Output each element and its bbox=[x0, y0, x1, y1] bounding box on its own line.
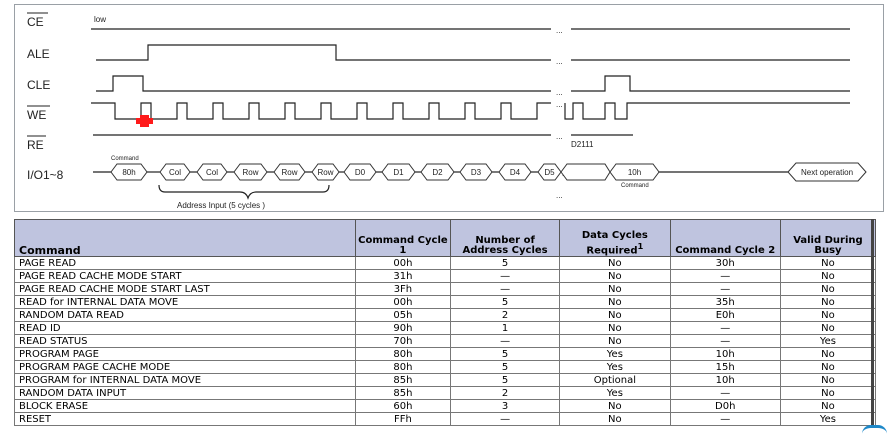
we-wave bbox=[91, 103, 551, 119]
cell-cycle1: 80h bbox=[355, 348, 450, 361]
cell-data-cycles: Optional bbox=[560, 374, 670, 387]
address-input-label: Address Input (5 cycles ) bbox=[177, 201, 266, 210]
signal-re-label: RE bbox=[27, 138, 44, 152]
io-cell-label-col-1: Col bbox=[168, 168, 182, 177]
we-wave-cont bbox=[565, 103, 850, 119]
cell-data-cycles: No bbox=[560, 322, 670, 335]
cell-valid-busy: No bbox=[780, 309, 875, 322]
table-row bbox=[15, 348, 876, 361]
cell-cycle2: E0h bbox=[670, 309, 780, 322]
table-row bbox=[15, 335, 876, 348]
cell-cycle2: D0h bbox=[670, 400, 780, 413]
cell-data-cycles: No bbox=[560, 296, 670, 309]
io-cell-label-cmd-10h: 10h bbox=[627, 168, 642, 177]
col-header-data-cycles bbox=[560, 220, 670, 257]
cell-command: RESET bbox=[15, 413, 356, 426]
table-row bbox=[15, 296, 876, 309]
cell-valid-busy: No bbox=[780, 400, 875, 413]
cell-valid-busy: No bbox=[780, 361, 875, 374]
io-cell-label-row-3: Row bbox=[317, 168, 334, 177]
next-operation-label: Next operation bbox=[800, 168, 854, 177]
cell-address-cycles: — bbox=[450, 335, 559, 348]
cell-cycle2: — bbox=[670, 413, 780, 426]
signal-cle-label: CLE bbox=[27, 78, 51, 92]
cell-cycle1: 90h bbox=[355, 322, 450, 335]
io-cell-label-cmd-80h: 80h bbox=[122, 168, 136, 177]
col-header-command: Command bbox=[15, 220, 356, 257]
cell-cycle2: — bbox=[670, 335, 780, 348]
data-cycles-text: Data Cycles Required bbox=[581, 229, 648, 256]
cell-cycle2: 15h bbox=[670, 361, 780, 374]
ellipsis-we: ... bbox=[556, 100, 563, 109]
cell-address-cycles: 1 bbox=[450, 322, 559, 335]
table-row bbox=[15, 374, 876, 387]
cell-cycle2: 30h bbox=[670, 257, 780, 270]
table-row bbox=[15, 257, 876, 270]
cell-command: PROGRAM PAGE bbox=[15, 348, 356, 361]
io-cell-label-row-1: Row bbox=[242, 168, 259, 177]
cell-cycle2: — bbox=[670, 387, 780, 400]
cell-command: READ STATUS bbox=[15, 335, 356, 348]
cell-cycle1: 00h bbox=[355, 296, 450, 309]
cell-valid-busy: No bbox=[780, 296, 875, 309]
mouse-cursor-marker-h bbox=[136, 118, 153, 124]
cell-cycle2: — bbox=[670, 322, 780, 335]
cell-data-cycles: Yes bbox=[560, 361, 670, 374]
col-header-cycle1: Command Cycle 1 bbox=[355, 220, 450, 257]
col-header-address-cycles: Number of Address Cycles bbox=[450, 220, 559, 257]
ellipsis-ce: ... bbox=[556, 26, 563, 35]
cell-data-cycles: No bbox=[560, 270, 670, 283]
cell-command: PROGRAM PAGE CACHE MODE bbox=[15, 361, 356, 374]
cell-address-cycles: 2 bbox=[450, 387, 559, 400]
cell-address-cycles: — bbox=[450, 270, 559, 283]
ellipsis-cle: ... bbox=[556, 88, 563, 97]
cell-address-cycles: 5 bbox=[450, 348, 559, 361]
cell-cycle2: — bbox=[670, 270, 780, 283]
cell-valid-busy: No bbox=[780, 270, 875, 283]
cell-cycle2: 10h bbox=[670, 348, 780, 361]
cell-valid-busy: Yes bbox=[780, 335, 875, 348]
io-cell-label-d5: D5 bbox=[544, 168, 555, 177]
io-cell-label-d0: D0 bbox=[354, 168, 366, 177]
io-cell-label-d2: D2 bbox=[432, 168, 443, 177]
footnote-marker: 1 bbox=[637, 240, 644, 251]
cell-data-cycles: No bbox=[560, 400, 670, 413]
cell-command: PROGRAM for INTERNAL DATA MOVE bbox=[15, 374, 356, 387]
cell-data-cycles: No bbox=[560, 257, 670, 270]
table-row bbox=[15, 322, 876, 335]
io-cmd-bottom-label: Command bbox=[621, 183, 649, 189]
cell-address-cycles: 5 bbox=[450, 296, 559, 309]
cell-address-cycles: — bbox=[450, 413, 559, 426]
cell-cycle2: 35h bbox=[670, 296, 780, 309]
table-row bbox=[15, 361, 876, 374]
table-right-border bbox=[871, 219, 874, 427]
cle-wave-cont bbox=[571, 76, 850, 91]
cell-valid-busy: No bbox=[780, 257, 875, 270]
cell-address-cycles: 5 bbox=[450, 257, 559, 270]
cell-valid-busy: No bbox=[780, 387, 875, 400]
ce-low-text: low bbox=[94, 15, 107, 24]
command-table bbox=[14, 219, 876, 426]
cell-valid-busy: Yes bbox=[780, 413, 875, 426]
ale-wave bbox=[96, 45, 551, 60]
io-bus-cells bbox=[111, 164, 659, 180]
io-cell-label-d4: D4 bbox=[509, 168, 521, 177]
corner-accent bbox=[862, 425, 887, 434]
cell-address-cycles: 5 bbox=[450, 361, 559, 374]
cell-data-cycles: Yes bbox=[560, 348, 670, 361]
io-cell-label-row-2: Row bbox=[281, 168, 298, 177]
cell-command: RANDOM DATA READ bbox=[15, 309, 356, 322]
cell-data-cycles: No bbox=[560, 413, 670, 426]
cell-address-cycles: 2 bbox=[450, 309, 559, 322]
ellipsis-re: ... bbox=[556, 132, 563, 141]
table-body bbox=[15, 257, 876, 426]
cell-command: PAGE READ CACHE MODE START LAST bbox=[15, 283, 356, 296]
ellipsis-ale: ... bbox=[556, 57, 563, 66]
col-header-valid-busy: Valid During Busy bbox=[780, 220, 875, 257]
cell-data-cycles: Yes bbox=[560, 387, 670, 400]
cell-cycle1: 00h bbox=[355, 257, 450, 270]
io-cell-label-col-2: Col bbox=[205, 168, 219, 177]
cell-command: BLOCK ERASE bbox=[15, 400, 356, 413]
table-row bbox=[15, 309, 876, 322]
cell-valid-busy: No bbox=[780, 322, 875, 335]
io-cmd-top-label: Command bbox=[111, 156, 139, 162]
timing-svg bbox=[15, 5, 883, 211]
cell-cycle1: 60h bbox=[355, 400, 450, 413]
cell-data-cycles: No bbox=[560, 335, 670, 348]
signal-we-label: WE bbox=[27, 108, 47, 122]
cell-address-cycles: 3 bbox=[450, 400, 559, 413]
cell-command: READ ID bbox=[15, 322, 356, 335]
io-cell-label-d1: D1 bbox=[393, 168, 404, 177]
table-row bbox=[15, 283, 876, 296]
cell-cycle1: 05h bbox=[355, 309, 450, 322]
io-cell-gap bbox=[561, 164, 610, 180]
cell-data-cycles: No bbox=[560, 283, 670, 296]
cell-cycle1: 80h bbox=[355, 361, 450, 374]
io-cell-label-d3: D3 bbox=[470, 168, 482, 177]
cell-cycle2: 10h bbox=[670, 374, 780, 387]
cell-address-cycles: — bbox=[450, 283, 559, 296]
cell-valid-busy: No bbox=[780, 374, 875, 387]
table-row bbox=[15, 387, 876, 400]
table-row bbox=[15, 400, 876, 413]
col-header-cycle2: Command Cycle 2 bbox=[670, 220, 780, 257]
cell-address-cycles: 5 bbox=[450, 374, 559, 387]
cell-cycle1: 85h bbox=[355, 374, 450, 387]
cell-command: PAGE READ CACHE MODE START bbox=[15, 270, 356, 283]
signal-ale-label: ALE bbox=[27, 47, 50, 61]
signal-io-label: I/O1~8 bbox=[27, 168, 64, 182]
cell-cycle1: 3Fh bbox=[355, 283, 450, 296]
cell-command: READ for INTERNAL DATA MOVE bbox=[15, 296, 356, 309]
cell-valid-busy: No bbox=[780, 348, 875, 361]
cell-data-cycles: No bbox=[560, 309, 670, 322]
cell-cycle1: 70h bbox=[355, 335, 450, 348]
re-part-label: D2111 bbox=[571, 140, 594, 149]
cell-cycle1: 85h bbox=[355, 387, 450, 400]
cell-valid-busy: No bbox=[780, 283, 875, 296]
address-brace bbox=[159, 185, 329, 198]
cell-cycle2: — bbox=[670, 283, 780, 296]
cell-cycle1: FFh bbox=[355, 413, 450, 426]
table-header-row bbox=[15, 220, 876, 257]
table-row bbox=[15, 413, 876, 426]
timing-diagram bbox=[14, 4, 884, 212]
cell-command: PAGE READ bbox=[15, 257, 356, 270]
table-row bbox=[15, 270, 876, 283]
cell-cycle1: 31h bbox=[355, 270, 450, 283]
ellipsis-io-below: ... bbox=[556, 191, 563, 200]
signal-ce-label: CE bbox=[27, 15, 44, 29]
cle-wave bbox=[96, 76, 551, 91]
cell-command: RANDOM DATA INPUT bbox=[15, 387, 356, 400]
